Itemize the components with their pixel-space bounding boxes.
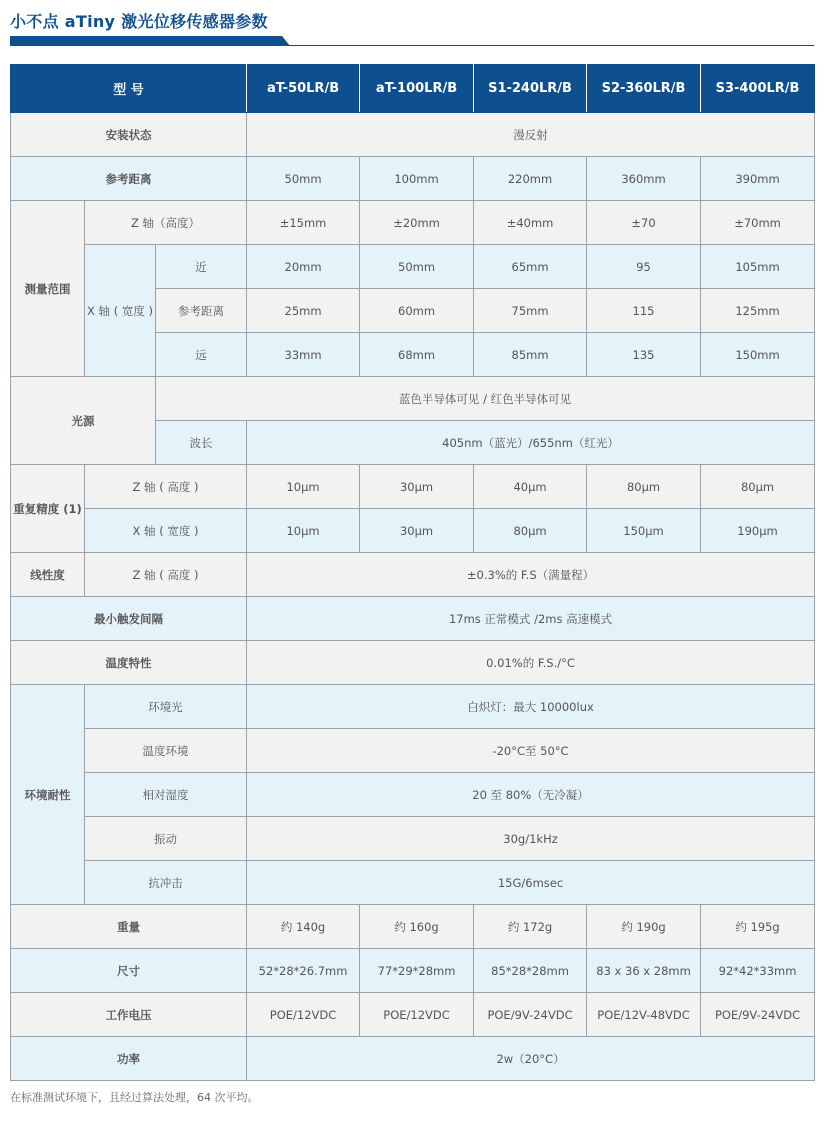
- repeat-x-value: 80μm: [474, 509, 587, 553]
- weight-value: 约 195g: [701, 905, 815, 949]
- range-z-value: ±70mm: [701, 201, 815, 245]
- range-far-value: 150mm: [701, 333, 815, 377]
- range-far-value: 135: [587, 333, 701, 377]
- linearity-label: 线性度: [11, 553, 85, 597]
- repeat-z-value: 80μm: [587, 465, 701, 509]
- env-vibration-value: 30g/1kHz: [247, 817, 815, 861]
- range-ref-value: 25mm: [247, 289, 360, 333]
- row-size: [11, 949, 815, 993]
- range-far-value: 33mm: [247, 333, 360, 377]
- install-value: 漫反射: [247, 113, 815, 157]
- voltage-value: POE/9V-24VDC: [474, 993, 587, 1037]
- power-label: 功率: [11, 1037, 247, 1081]
- range-z-value: ±15mm: [247, 201, 360, 245]
- repeat-z-value: 80μm: [701, 465, 815, 509]
- range-near-value: 95: [587, 245, 701, 289]
- size-value: 85*28*28mm: [474, 949, 587, 993]
- weight-value: 约 172g: [474, 905, 587, 949]
- measure-range-label: 测量范围: [11, 201, 85, 377]
- repeat-x-value: 190μm: [701, 509, 815, 553]
- header-model-4: S2-360LR/B: [587, 65, 701, 113]
- weight-value: 约 140g: [247, 905, 360, 949]
- row-power: [11, 1037, 815, 1081]
- wavelength-label: 波长: [156, 421, 247, 465]
- voltage-value: POE/9V-24VDC: [701, 993, 815, 1037]
- row-min-trigger: [11, 597, 815, 641]
- linearity-value: ±0.3%的 F.S（满量程）: [247, 553, 815, 597]
- min-trigger-value: 17ms 正常模式 /2ms 高速模式: [247, 597, 815, 641]
- range-ref-value: 60mm: [360, 289, 474, 333]
- light-source-label: 光源: [11, 377, 156, 465]
- range-near-label: 近: [156, 245, 247, 289]
- range-ref-value: 115: [587, 289, 701, 333]
- env-temp-label: 温度环境: [85, 729, 247, 773]
- spec-table: [10, 64, 815, 1081]
- env-humidity-label: 相对湿度: [85, 773, 247, 817]
- row-repeat-z: [11, 465, 815, 509]
- range-ref-value: 125mm: [701, 289, 815, 333]
- repeat-x-value: 10μm: [247, 509, 360, 553]
- env-ambient-label: 环境光: [85, 685, 247, 729]
- repeat-z-label: Z 轴 ( 高度 ): [85, 465, 247, 509]
- row-light-source: [11, 377, 815, 421]
- ref-distance-value: 100mm: [360, 157, 474, 201]
- header-model-1: aT-50LR/B: [247, 65, 360, 113]
- page-title: 小不点 aTiny 激光位移传感器参数: [10, 12, 268, 31]
- title-underline: [10, 45, 814, 46]
- row-install: [11, 113, 815, 157]
- row-range-x-near: [11, 245, 815, 289]
- size-value: 77*29*28mm: [360, 949, 474, 993]
- size-value: 92*42*33mm: [701, 949, 815, 993]
- size-label: 尺寸: [11, 949, 247, 993]
- ref-distance-value: 220mm: [474, 157, 587, 201]
- linearity-sub-label: Z 轴 ( 高度 ): [85, 553, 247, 597]
- env-shock-value: 15G/6msec: [247, 861, 815, 905]
- row-voltage: [11, 993, 815, 1037]
- weight-label: 重量: [11, 905, 247, 949]
- repeatability-label: 重复精度 (1): [11, 465, 85, 553]
- repeat-x-value: 150μm: [587, 509, 701, 553]
- ref-distance-value: 50mm: [247, 157, 360, 201]
- env-label: 环境耐性: [11, 685, 85, 905]
- range-ref-value: 75mm: [474, 289, 587, 333]
- repeat-z-value: 30μm: [360, 465, 474, 509]
- range-near-value: 50mm: [360, 245, 474, 289]
- range-far-value: 68mm: [360, 333, 474, 377]
- range-z-value: ±40mm: [474, 201, 587, 245]
- row-repeat-x: [11, 509, 815, 553]
- row-linearity: [11, 553, 815, 597]
- range-near-value: 105mm: [701, 245, 815, 289]
- ref-distance-value: 360mm: [587, 157, 701, 201]
- wavelength-value: 405nm（蓝光）/655nm（红光）: [247, 421, 815, 465]
- install-label: 安装状态: [11, 113, 247, 157]
- header-model-3: S1-240LR/B: [474, 65, 587, 113]
- voltage-label: 工作电压: [11, 993, 247, 1037]
- size-value: 52*28*26.7mm: [247, 949, 360, 993]
- range-z-value: ±70: [587, 201, 701, 245]
- env-shock-label: 抗冲击: [85, 861, 247, 905]
- repeat-z-value: 40μm: [474, 465, 587, 509]
- header-model: 型 号: [11, 65, 247, 113]
- range-far-label: 远: [156, 333, 247, 377]
- ref-distance-label: 参考距离: [11, 157, 247, 201]
- repeat-z-value: 10μm: [247, 465, 360, 509]
- env-humidity-value: 20 至 80%（无冷凝）: [247, 773, 815, 817]
- row-env-temp: [11, 729, 815, 773]
- row-weight: [11, 905, 815, 949]
- range-z-label: Z 轴（高度）: [85, 201, 247, 245]
- row-range-z: [11, 201, 815, 245]
- row-temp-char: [11, 641, 815, 685]
- row-env-shock: [11, 861, 815, 905]
- env-ambient-value: 白炽灯：最大 10000lux: [247, 685, 815, 729]
- voltage-value: POE/12V-48VDC: [587, 993, 701, 1037]
- range-far-value: 85mm: [474, 333, 587, 377]
- range-near-value: 20mm: [247, 245, 360, 289]
- weight-value: 约 190g: [587, 905, 701, 949]
- header-model-5: S3-400LR/B: [701, 65, 815, 113]
- temp-char-label: 温度特性: [11, 641, 247, 685]
- row-env-vibration: [11, 817, 815, 861]
- voltage-value: POE/12VDC: [247, 993, 360, 1037]
- env-vibration-label: 振动: [85, 817, 247, 861]
- temp-char-value: 0.01%的 F.S./°C: [247, 641, 815, 685]
- range-ref-label: 参考距离: [156, 289, 247, 333]
- min-trigger-label: 最小触发间隔: [11, 597, 247, 641]
- size-value: 83 x 36 x 28mm: [587, 949, 701, 993]
- range-x-label: X 轴 ( 宽度 ): [85, 245, 156, 377]
- table-header-row: [11, 65, 815, 113]
- ref-distance-value: 390mm: [701, 157, 815, 201]
- repeat-x-value: 30μm: [360, 509, 474, 553]
- weight-value: 约 160g: [360, 905, 474, 949]
- range-near-value: 65mm: [474, 245, 587, 289]
- voltage-value: POE/12VDC: [360, 993, 474, 1037]
- footnote: 在标准测试环境下，且经过算法处理，64 次平均。: [10, 1091, 259, 1104]
- row-env-ambient: [11, 685, 815, 729]
- header-model-2: aT-100LR/B: [360, 65, 474, 113]
- row-ref-distance: [11, 157, 815, 201]
- power-value: 2w（20°C）: [247, 1037, 815, 1081]
- row-env-humidity: [11, 773, 815, 817]
- range-z-value: ±20mm: [360, 201, 474, 245]
- repeat-x-label: X 轴 ( 宽度 ): [85, 509, 247, 553]
- light-source-value: 蓝色半导体可见 / 红色半导体可见: [156, 377, 815, 421]
- env-temp-value: -20°C至 50°C: [247, 729, 815, 773]
